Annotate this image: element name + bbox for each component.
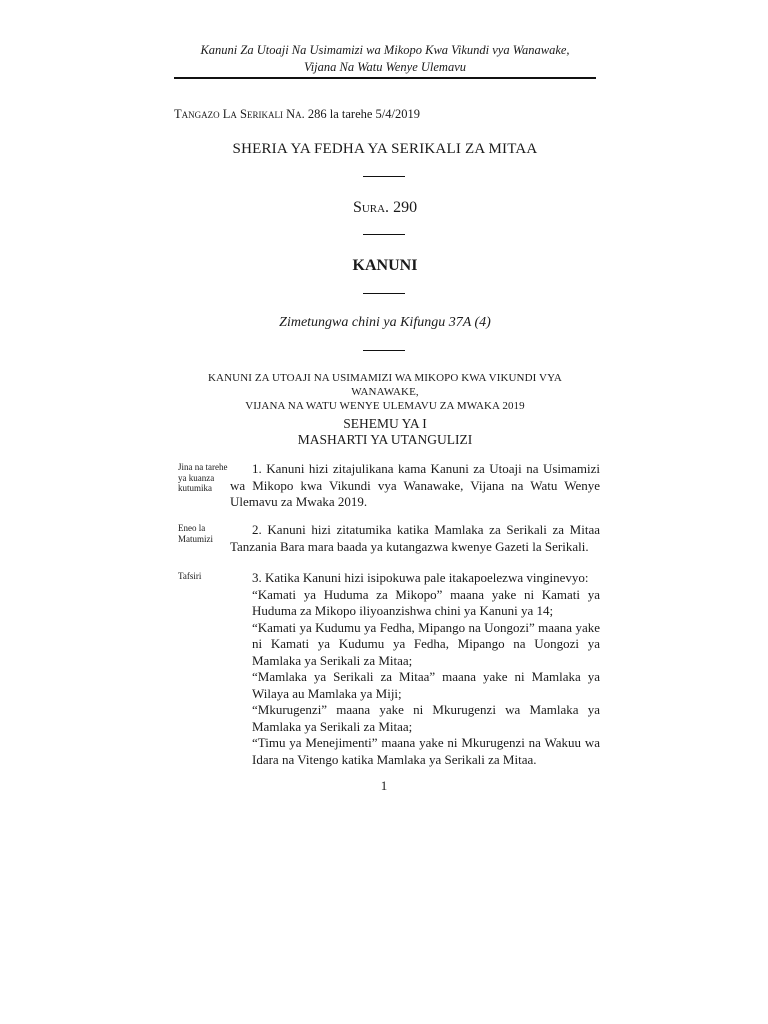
kanuni-title: KANUNI	[352, 257, 418, 274]
divider-rule-1	[363, 176, 405, 177]
regulation-title	[174, 371, 596, 413]
section-3-intro: 3. Katika Kanuni hizi isipokuwa pale itakapoelezwa vinginevyo:	[252, 570, 589, 585]
act-title: SHERIA YA FEDHA YA SERIKALI ZA MITAA	[232, 141, 538, 157]
running-header-line-1: Kanuni Za Utoaji Na Usimamizi wa Mikopo Kwa Vikundi vya Wanawake,	[200, 43, 570, 57]
divider-rule-4	[363, 350, 405, 351]
chapter-number	[174, 199, 596, 217]
part-heading	[174, 416, 596, 448]
section-2-text: 2. Kanuni hizi zitatumika katika Mamlaka za Serikali za Mitaa Tanzania Bara mara baada ya kutangazwa kwenye Gazeti la Serikali.	[230, 522, 600, 554]
government-notice-prefix: Tangazo La Serikali Na.	[174, 107, 305, 121]
page-number: 1	[380, 778, 388, 793]
enabling-provision: Zimetungwa chini ya Kifungu 37A (4)	[279, 315, 491, 330]
government-notice-details: 286 la tarehe 5/4/2019	[304, 107, 420, 121]
part-number: SEHEMU YA I	[343, 416, 427, 431]
divider-rule-3	[363, 293, 405, 294]
definition-kamati-ya-kudumu: “Kamati ya Kudumu ya Fedha, Mipango na Uongozi” maana yake ni Kamati ya Kudumu ya Fedha, Mipango na Uongozi ya Mamlaka ya Serikali za Mitaa;	[252, 619, 600, 668]
regulation-title-line-1: KANUNI ZA UTOAJI NA USIMAMIZI WA MIKOPO KWA VIKUNDI VYA WANAWAKE,	[208, 372, 562, 398]
chapter-prefix: Sura.	[352, 199, 390, 216]
header-rule	[174, 77, 596, 79]
regulation-title-line-2: VIJANA NA WATU WENYE ULEMAVU ZA MWAKA 2019	[245, 400, 525, 412]
chapter-value: 290	[389, 199, 418, 216]
government-notice	[174, 107, 420, 122]
definition-mkurugenzi: “Mkurugenzi” maana yake ni Mkurugenzi wa Mamlaka ya Mamlaka ya Serikali za Mitaa;	[252, 702, 600, 734]
divider-rule-2	[363, 234, 405, 235]
running-header-line-2: Vijana Na Watu Wenye Ulemavu	[303, 60, 466, 74]
margin-note-section-2: Eneo la Matumizi	[178, 523, 213, 544]
part-title: MASHARTI YA UTANGULIZI	[297, 432, 473, 447]
section-1-text: 1. Kanuni hizi zitajulikana kama Kanuni za Utoaji na Usimamizi wa Mikopo kwa Vikundi vya Wanawake, Vijana na Watu Wenye Ulemavu za Mwaka 2019.	[230, 461, 600, 509]
definition-timu-ya-menejimenti: “Timu ya Menejimenti” maana yake ni Mkurugenzi na Wakuu wa Idara na Vitengo katika Mamlaka ya Serikali za Mitaa.	[252, 735, 600, 767]
running-header	[174, 42, 596, 76]
definition-mamlaka: “Mamlaka ya Serikali za Mitaa” maana yake ni Mamlaka ya Wilaya au Mamlaka ya Miji;	[252, 669, 600, 701]
definition-kamati-ya-huduma: “Kamati ya Huduma za Mikopo” maana yake ni Kamati ya Huduma za Mikopo iliyoanzishwa chini ya Kanuni ya 14;	[252, 586, 600, 618]
margin-note-section-1: Jina na tarehe ya kuanza kutumika	[178, 462, 228, 493]
section-3-body	[252, 570, 600, 768]
margin-note-section-3: Tafsiri	[178, 571, 202, 581]
